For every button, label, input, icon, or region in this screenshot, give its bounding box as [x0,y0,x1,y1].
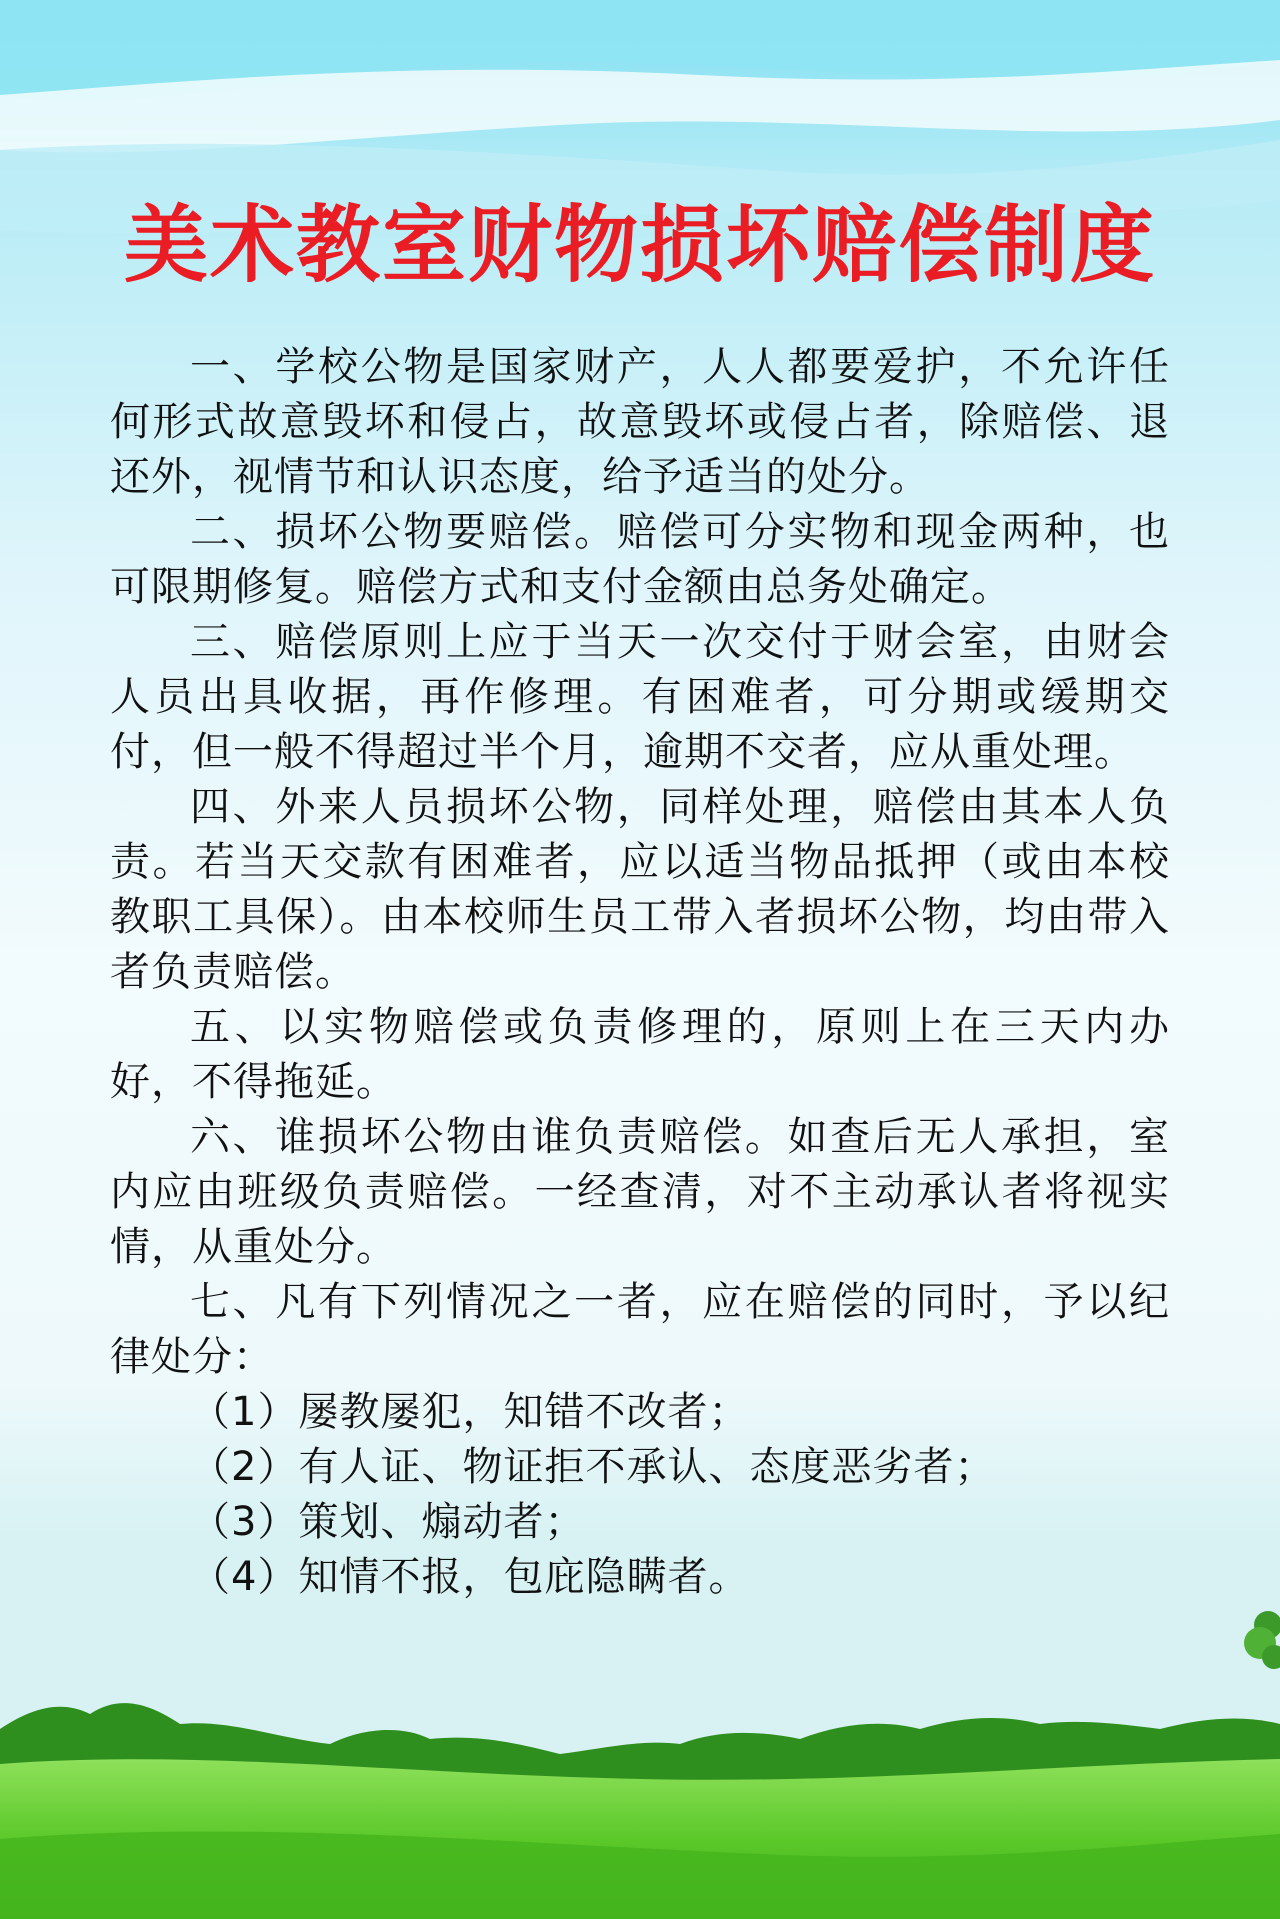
rule-item-2: （2）有人证、物证拒不承认、态度恶劣者； [190,1444,996,1490]
rule-paragraph-3: 三、赔偿原则上应于当天一次交付于财会室，由财会人员出具收据，再作修理。有困难者，可分期或缓期交付，但一般不得超过半个月，逾期不交者，应从重处理。 [110,619,1170,775]
rule-item-3: （3）策划、煽动者； [190,1499,586,1545]
rule-paragraph-7: 七、凡有下列情况之一者，应在赔偿的同时，予以纪律处分： [110,1279,1170,1380]
rule-paragraph-6: 六、谁损坏公物由谁负责赔偿。如查后无人承担，室内应由班级负责赔偿。一经查清，对不主动承认者将视实情，从重处分。 [110,1114,1170,1270]
rule-paragraph-1: 一、学校公物是国家财产，人人都要爱护，不允许任何形式故意毁坏和侵占，故意毁坏或侵占者，除赔偿、退还外，视情节和认识态度，给予适当的处分。 [110,344,1170,500]
rules-body [110,340,1170,1605]
rule-item-1: （1）屡教屡犯，知错不改者； [190,1389,750,1435]
rule-paragraph-2: 二、损坏公物要赔偿。赔偿可分实物和现金两种，也可限期修复。赔偿方式和支付金额由总务处确定。 [110,509,1170,610]
rule-paragraph-4: 四、外来人员损坏公物，同样处理，赔偿由其本人负责。若当天交款有困难者，应以适当物品抵押（或由本校教职工具保）。由本校师生员工带入者损坏公物，均由带入者负责赔偿。 [110,784,1170,995]
rule-paragraph-5: 五、以实物赔偿或负责修理的，原则上在三天内办好，不得拖延。 [110,1004,1170,1105]
page-title: 美术教室财物损坏赔偿制度 [123,196,1156,294]
grass-field-decoration [0,1669,1280,1919]
rule-item-4: （4）知情不报，包庇隐瞒者。 [190,1554,750,1600]
